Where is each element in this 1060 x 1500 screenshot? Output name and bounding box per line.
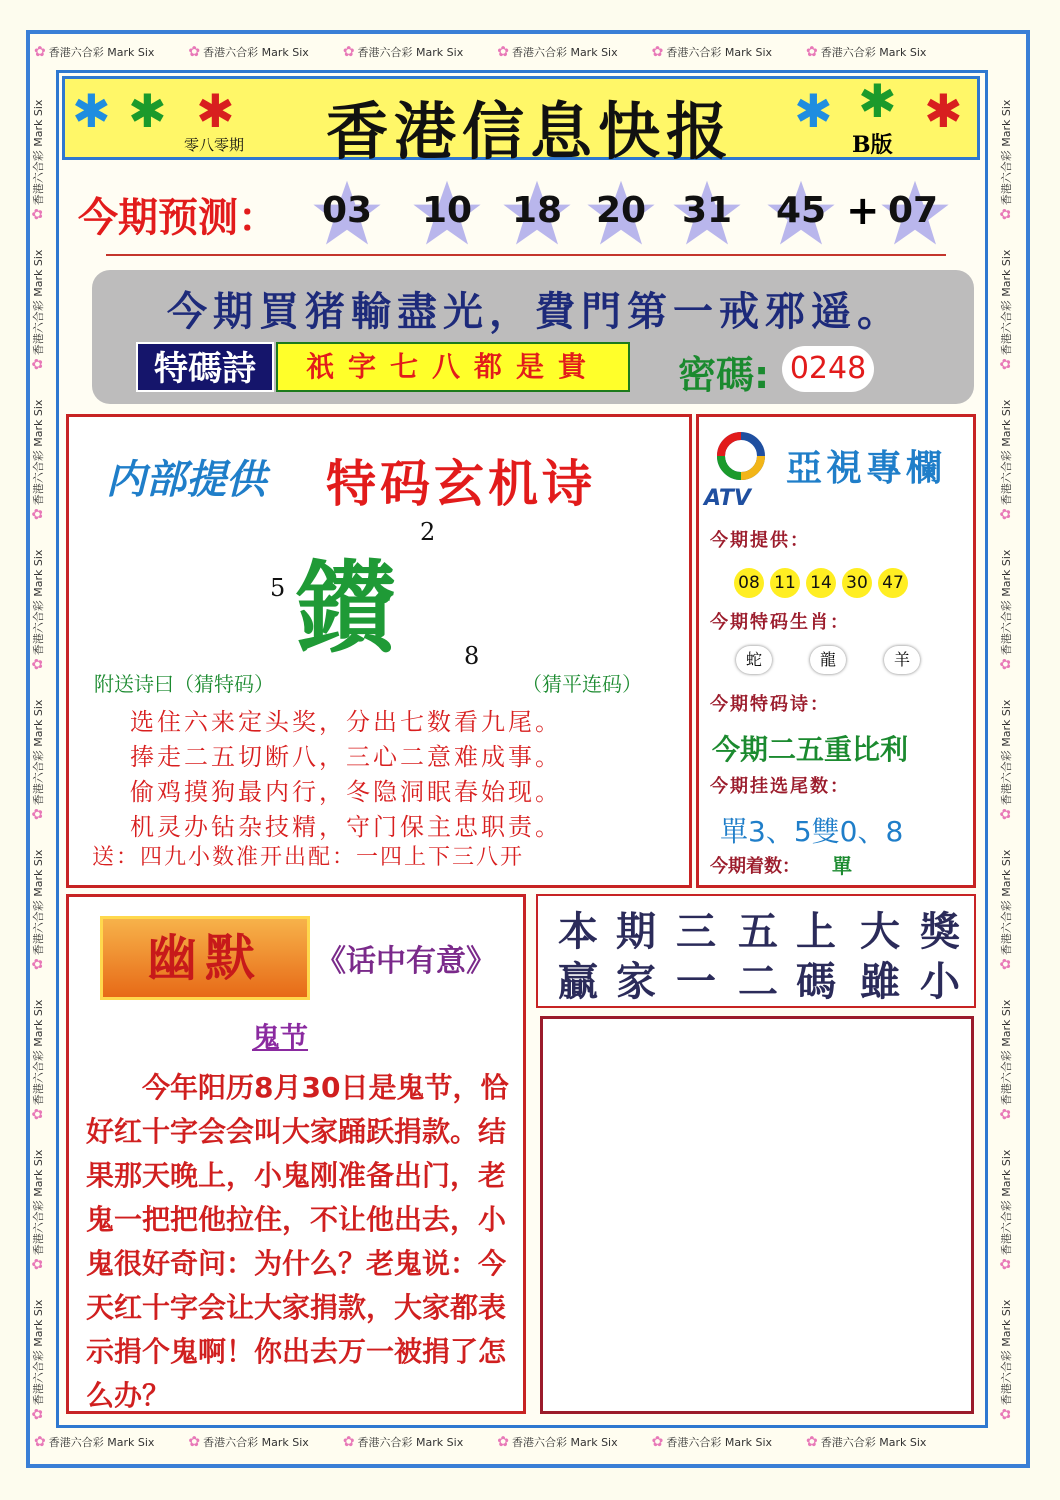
watermark-item [343,44,463,60]
atv-zodiac-label: 今期特码生肖： [710,612,850,633]
watermark-item [34,44,154,60]
watermark-text: 香港六合彩 Mark Six [203,46,309,59]
riddle-big-char: 鑚 [296,549,396,667]
atv-logo-icon [708,426,774,486]
joke-body: 今年阳历8月30日是鬼节，恰好红十字会会叫大家踊跃捐款。结果那天晚上，小鬼刚准备出门，老鬼一把把他拉住，不让他出去，小鬼很好奇问：为什么？老鬼说：今天红十字会让大家捐款，大家都表示捐个鬼啊！你出去万一被捐了怎么办？ [86,1071,509,1412]
watermark-item-vertical [30,250,46,370]
watermark-text: 香港六合彩 Mark Six [32,849,45,956]
asterisk-icon-green: ✱ [128,84,167,138]
flower-icon: ✿ [30,808,46,820]
humor-badge: 幽默 [100,916,310,1000]
flower-icon: ✿ [30,1258,46,1270]
watermark-item [343,1434,463,1450]
atv-ball: 08 [734,568,764,598]
issue-number: 零八零期 [184,136,245,154]
flower-icon: ✿ [34,44,46,60]
watermark-item-vertical [998,1150,1014,1270]
prediction-number: 18 [511,190,563,231]
empty-panel [540,1016,974,1414]
watermark-text: 香港六合彩 Mark Six [48,1436,155,1449]
watermark-text: 香港六合彩 Mark Six [820,46,927,59]
watermark-text: 香港六合彩 Mark Six [32,249,45,356]
watermark-item [188,1434,308,1450]
riddle-line: 机灵办钻杂技精，守门保主忠职责。 [130,813,562,841]
watermark-text: 香港六合彩 Mark Six [666,1436,773,1449]
watermark-item-vertical [30,1000,46,1120]
flower-icon: ✿ [806,1434,818,1450]
watermark-top [34,44,926,60]
riddle-line: 选住六来定头奖，分出七数看九尾。 [130,708,562,736]
flower-icon: ✿ [342,44,355,60]
calligraphy-char: 碼 [796,958,836,1005]
watermark-item-vertical [998,700,1014,820]
flower-icon: ✿ [998,1408,1014,1420]
calligraphy-char: 贏 [558,958,598,1005]
asterisk-icon-red: ✱ [196,84,235,138]
flower-icon: ✿ [30,1408,46,1420]
watermark-text: 香港六合彩 Mark Six [203,1436,309,1449]
calligraphy-char: 期 [616,908,656,955]
watermark-text: 香港六合彩 Mark Six [1000,99,1013,206]
flower-icon: ✿ [497,1434,509,1450]
calligraphy-char: 三 [676,908,716,955]
special-poem-label: 特碼詩 [136,342,274,392]
atv-odd-label: 今期着数： [710,856,800,877]
watermark-item-vertical [998,1000,1014,1120]
watermark-item-vertical [998,850,1014,970]
flower-icon: ✿ [998,1258,1014,1270]
flower-icon: ✿ [998,1108,1014,1120]
flower-icon: ✿ [497,44,509,60]
watermark-item [34,1434,154,1450]
atv-tail-label: 今期挂选尾数： [710,776,850,797]
flower-icon: ✿ [188,1434,201,1450]
atv-ball: 30 [842,568,872,598]
watermark-item [806,1434,926,1450]
atv-brand: ATV [704,486,751,511]
watermark-text: 香港六合彩 Mark Six [32,99,45,206]
watermark-text: 香港六合彩 Mark Six [48,46,155,59]
atv-poem: 今期二五重比利 [712,733,909,766]
watermark-text: 香港六合彩 Mark Six [666,46,773,59]
watermark-item [188,44,308,60]
flower-icon: ✿ [188,44,201,60]
watermark-text: 香港六合彩 Mark Six [1000,249,1013,356]
watermark-text: 香港六合彩 Mark Six [32,699,45,806]
watermark-item-vertical [998,1300,1014,1420]
divider-line [106,254,946,256]
atv-zodiac: 羊 [884,646,920,674]
prediction-number: 10 [421,190,473,231]
calligraphy-char: 家 [616,958,656,1005]
asterisk-icon-green-right: ✱ [858,74,897,128]
calligraphy-char: 一 [676,958,716,1005]
watermark-item-vertical [30,400,46,520]
watermark-bottom [34,1434,926,1450]
watermark-text: 香港六合彩 Mark Six [1000,399,1013,506]
prediction-number: 20 [595,190,647,231]
riddle-line: 偷鸡摸狗最内行，冬隐洞眠春始现。 [130,778,562,806]
watermark-item-vertical [30,1300,46,1420]
flower-icon: ✿ [30,1108,46,1120]
flower-icon: ✿ [30,208,46,220]
watermark-item [652,1434,772,1450]
secret-code-label: 密碼: [678,353,770,397]
special-poem-text: 祇字七八都是貴 [276,342,630,392]
watermark-item-vertical [30,700,46,820]
atv-ball: 47 [878,568,908,598]
atv-tail-value: 單3、5雙0、8 [720,815,904,848]
watermark-item-vertical [998,550,1014,670]
flower-icon: ✿ [651,1434,664,1450]
flower-icon: ✿ [30,958,46,970]
flower-icon: ✿ [342,1434,355,1450]
watermark-item-vertical [998,100,1014,220]
joke-title: 鬼节 [252,1021,309,1054]
riddle-footer: 送：四九小数准开出配：一四上下三八开 [92,845,525,870]
watermark-item [652,44,772,60]
watermark-item-vertical [30,550,46,670]
flower-icon: ✿ [806,44,818,60]
calligraphy-char: 小 [920,958,960,1005]
page-title: 香港信息快报 [325,95,734,168]
riddle-note-right: （猜平连码） [522,672,642,696]
watermark-text: 香港六合彩 Mark Six [32,1299,45,1406]
prediction-number: 03 [321,190,373,231]
riddle-digit: 8 [464,642,480,670]
flower-icon: ✿ [998,808,1014,820]
prediction-number: 31 [681,190,733,231]
calligraphy-char: 大 [860,908,900,955]
watermark-text: 香港六合彩 Mark Six [511,46,618,59]
riddle-line: 捧走二五切断八，三心二意难成事。 [130,743,562,771]
riddle-digit: 2 [420,518,436,546]
watermark-item-vertical [30,100,46,220]
atv-odd-value: 單 [832,854,852,878]
atv-provide-label: 今期提供： [710,530,810,551]
watermark-text: 香港六合彩 Mark Six [357,1436,464,1449]
calligraphy-char: 雖 [860,958,900,1005]
watermark-text: 香港六合彩 Mark Six [32,999,45,1106]
flower-icon: ✿ [34,1434,46,1450]
watermark-text: 香港六合彩 Mark Six [1000,549,1013,656]
asterisk-icon-blue: ✱ [72,84,111,138]
watermark-item-vertical [998,250,1014,370]
watermark-text: 香港六合彩 Mark Six [820,1436,927,1449]
humor-subtitle: 《话中有意》 [316,944,496,979]
watermark-text: 香港六合彩 Mark Six [1000,1149,1013,1256]
atv-poem-label: 今期特码诗： [710,694,830,715]
watermark-text: 香港六合彩 Mark Six [32,1149,45,1256]
flower-icon: ✿ [998,658,1014,670]
atv-title: 亞視專欄 [786,448,947,489]
plus-sign: + [846,188,880,234]
secret-code-value: 0248 [782,346,874,392]
riddle-note-left: 附送诗曰（猜特码） [94,672,274,696]
riddle-heading-right: 特码玄机诗 [326,455,596,513]
calligraphy-char: 二 [738,958,778,1005]
flower-icon: ✿ [30,358,46,370]
riddle-digit: 5 [270,574,286,602]
asterisk-icon-blue-right: ✱ [794,84,833,138]
prediction-special-number: 07 [887,190,939,231]
watermark-text: 香港六合彩 Mark Six [32,399,45,506]
atv-zodiac: 龍 [810,646,846,674]
watermark-item [806,44,926,60]
flower-icon: ✿ [998,958,1014,970]
watermark-item [497,44,617,60]
watermark-item-vertical [30,1150,46,1270]
calligraphy-char: 本 [558,908,598,955]
watermark-text: 香港六合彩 Mark Six [1000,1299,1013,1406]
watermark-text: 香港六合彩 Mark Six [357,46,464,59]
watermark-item-vertical [998,400,1014,520]
prediction-number: 45 [775,190,827,231]
flower-icon: ✿ [998,358,1014,370]
watermark-text: 香港六合彩 Mark Six [32,549,45,656]
riddle-heading-left: 内部提供 [106,457,266,503]
asterisk-icon-red-right: ✱ [924,84,963,138]
watermark-text: 香港六合彩 Mark Six [511,1436,618,1449]
edition-label: B版 [852,132,893,158]
calligraphy-char: 五 [738,908,778,955]
atv-ball: 14 [806,568,836,598]
watermark-text: 香港六合彩 Mark Six [1000,999,1013,1106]
atv-zodiac: 蛇 [736,646,772,674]
atv-ball: 11 [770,568,800,598]
watermark-text: 香港六合彩 Mark Six [1000,699,1013,806]
flower-icon: ✿ [998,508,1014,520]
flower-icon: ✿ [651,44,664,60]
prediction-label: 今期预测： [78,195,278,241]
flower-icon: ✿ [30,508,46,520]
calligraphy-char: 上 [796,908,836,955]
watermark-item [497,1434,617,1450]
flower-icon: ✿ [998,208,1014,220]
watermark-item-vertical [30,850,46,970]
flower-icon: ✿ [30,658,46,670]
calligraphy-char: 獎 [920,908,960,955]
slogan-text: 今期買猪輸盡光，費門第一戒邪遥。 [167,289,903,335]
watermark-text: 香港六合彩 Mark Six [1000,849,1013,956]
